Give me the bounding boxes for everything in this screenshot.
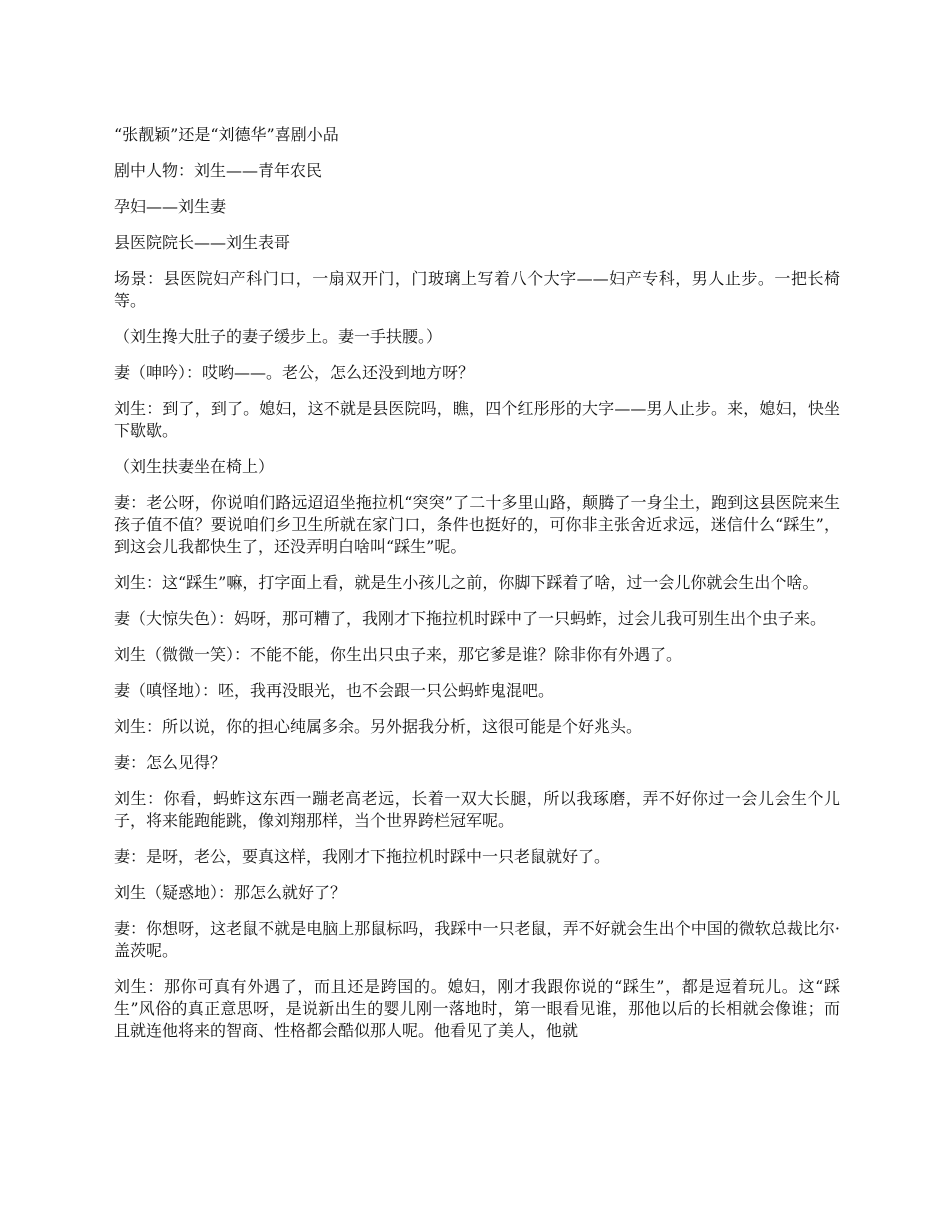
character-list-line: 孕妇——刘生妻	[114, 197, 227, 216]
dialogue-line: 妻：你想呀，这老鼠不就是电脑上那鼠标吗，我踩中一只老鼠，弄不好就会生出个中国的微软总裁比尔·盖茨呢。	[114, 919, 840, 960]
dialogue-line: 刘生（微微一笑）：不能不能，你生出只虫子来，那它爹是谁？除非你有外遇了。	[114, 645, 683, 664]
document-title: “张靓颖”还是“刘德华”喜剧小品	[114, 125, 339, 144]
stage-direction: （刘生搀大肚子的妻子缓步上。妻一手扶腰。）	[114, 327, 443, 346]
dialogue-line: 刘生：这“踩生”嘛，打字面上看，就是生小孩儿之前，你脚下踩着了啥，过一会儿你就会生出个啥。	[114, 573, 819, 592]
dialogue-line: 刘生：所以说，你的担心纯属多余。另外据我分析，这很可能是个好兆头。	[114, 717, 643, 736]
dialogue-line: 妻：老公呀，你说咱们路远迢迢坐拖拉机“突突”了二十多里山路，颠腾了一身尘土，跑到这县医院来生孩子值不值？要说咱们乡卫生所就在家门口，条件也挺好的，可你非主张舍近求远，迷信什么“踩生”，到这会儿我都快生了，还没弄明白啥叫“踩生”呢。	[114, 493, 840, 556]
dialogue-line: 妻（大惊失色）：妈呀，那可糟了，我刚才下拖拉机时踩中了一只蚂蚱，过会儿我可别生出个虫子来。	[114, 609, 827, 628]
character-list-line: 剧中人物：刘生——青年农民	[114, 161, 323, 180]
dialogue-line: 妻：怎么见得？	[114, 753, 227, 772]
dialogue-line: 刘生：你看，蚂蚱这东西一蹦老高老远，长着一双大长腿，所以我琢磨，弄不好你过一会儿会生个儿子，将来能跑能跳，像刘翔那样，当个世界跨栏冠军呢。	[114, 789, 840, 830]
dialogue-line: 妻（呻吟）：哎哟——。老公，怎么还没到地方呀？	[114, 363, 475, 382]
dialogue-line: 刘生：那你可真有外遇了，而且还是跨国的。媳妇，刚才我跟你说的“踩生”，都是逗着玩儿。这“踩生”风俗的真正意思呀，是说新出生的婴儿刚一落地时，第一眼看见谁，那他以后的长相就会像谁；而且就连他将来的智商、性格都会酷似那人呢。他看见了美人，他就	[114, 977, 840, 1040]
dialogue-line: 刘生（疑惑地）：那怎么就好了？	[114, 883, 347, 902]
dialogue-line: 妻：是呀，老公，要真这样，我刚才下拖拉机时踩中一只老鼠就好了。	[114, 847, 611, 866]
document-body	[114, 124, 840, 1056]
stage-direction: （刘生扶妻坐在椅上）	[114, 457, 275, 476]
scene-description: 场景：县医院妇产科门口，一扇双开门，门玻璃上写着八个大字——妇产专科，男人止步。一把长椅等。	[114, 269, 840, 310]
character-list-line: 县医院院长——刘生表哥	[114, 233, 291, 252]
dialogue-line: 妻（嗔怪地）：呸，我再没眼光，也不会跟一只公蚂蚱鬼混吧。	[114, 681, 555, 700]
dialogue-line: 刘生：到了，到了。媳妇，这不就是县医院吗，瞧，四个红彤彤的大字——男人止步。来，媳妇，快坐下歇歇。	[114, 399, 840, 440]
